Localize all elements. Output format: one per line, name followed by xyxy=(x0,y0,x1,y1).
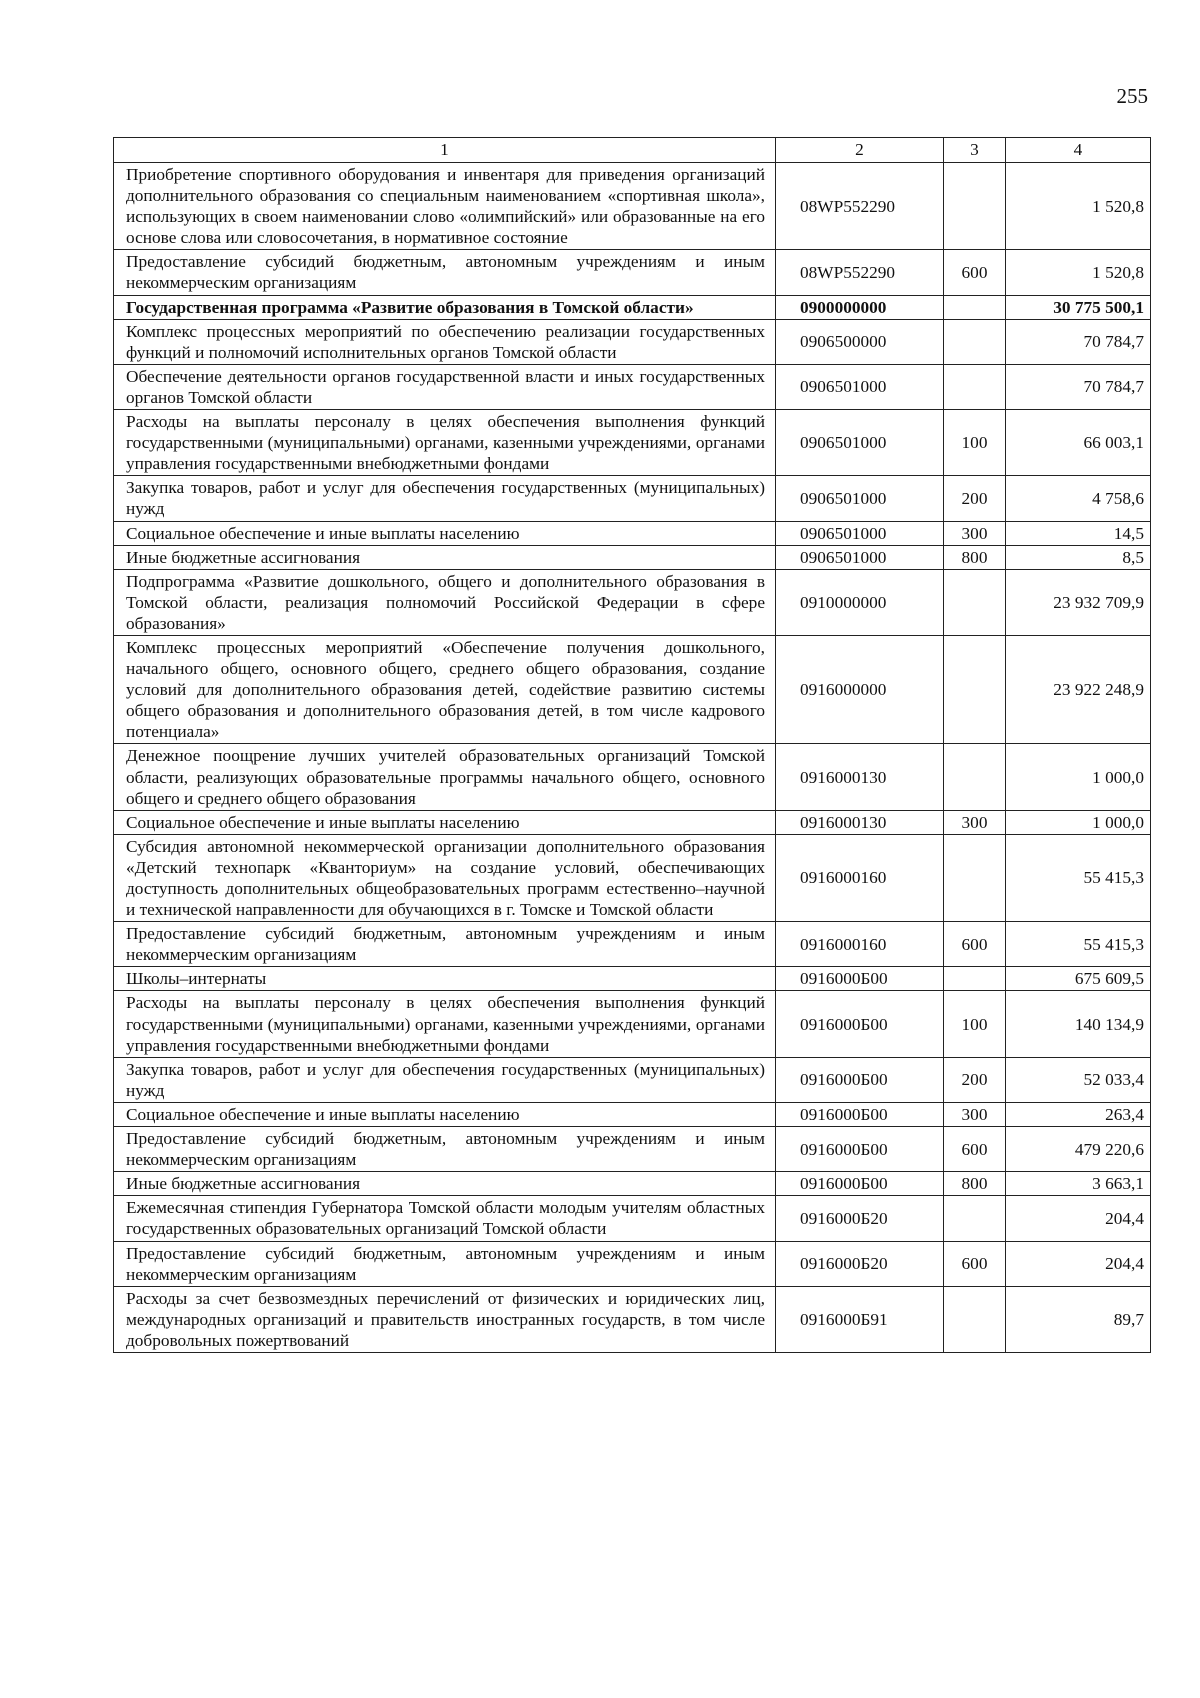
row-code: 0916000Б00 xyxy=(776,1127,944,1172)
row-name: Расходы за счет безвозмездных перечислений от физических и юридических лиц, международных организаций и правительств иностранных государств, в том числе добровольных пожертвований xyxy=(114,1286,776,1352)
table-row xyxy=(114,922,1151,967)
row-code: 0916000Б00 xyxy=(776,991,944,1057)
row-name: Комплекс процессных мероприятий «Обеспечение получения дошкольного, начального общего, основного общего, среднего общего образования, создание условий для дополнительного образования детей, содействие развитию системы общего образования и дополнительного образования детей, в том числе кадрового потенциала» xyxy=(114,635,776,743)
row-name: Закупка товаров, работ и услуг для обеспечения государственных (муниципальных) нужд xyxy=(114,476,776,521)
row-expense-type: 300 xyxy=(944,1102,1006,1126)
row-code: 0916000160 xyxy=(776,834,944,921)
row-expense-type: 600 xyxy=(944,1241,1006,1286)
row-name: Ежемесячная стипендия Губернатора Томской области молодым учителям областных государственных образовательных организаций Томской области xyxy=(114,1196,776,1241)
row-amount: 1 000,0 xyxy=(1006,744,1151,810)
row-code: 0910000000 xyxy=(776,569,944,635)
table-row xyxy=(114,410,1151,476)
row-code: 0900000000 xyxy=(776,295,944,319)
row-expense-type xyxy=(944,635,1006,743)
row-expense-type: 100 xyxy=(944,991,1006,1057)
table-row xyxy=(114,476,1151,521)
row-expense-type: 800 xyxy=(944,1172,1006,1196)
row-amount: 204,4 xyxy=(1006,1241,1151,1286)
row-expense-type xyxy=(944,163,1006,250)
row-code: 0916000Б00 xyxy=(776,1057,944,1102)
table-row xyxy=(114,163,1151,250)
table-row xyxy=(114,744,1151,810)
row-code: 0906501000 xyxy=(776,545,944,569)
row-code: 0916000Б20 xyxy=(776,1241,944,1286)
row-name: Школы–интернаты xyxy=(114,967,776,991)
row-code: 0916000Б00 xyxy=(776,1102,944,1126)
row-expense-type: 300 xyxy=(944,521,1006,545)
row-amount: 70 784,7 xyxy=(1006,319,1151,364)
row-code: 0916000160 xyxy=(776,922,944,967)
table-header-row xyxy=(114,138,1151,163)
row-name: Закупка товаров, работ и услуг для обеспечения государственных (муниципальных) нужд xyxy=(114,1057,776,1102)
table-row xyxy=(114,810,1151,834)
row-name: Иные бюджетные ассигнования xyxy=(114,545,776,569)
row-amount: 66 003,1 xyxy=(1006,410,1151,476)
row-name: Иные бюджетные ассигнования xyxy=(114,1172,776,1196)
table-row xyxy=(114,834,1151,921)
row-name: Государственная программа «Развитие образования в Томской области» xyxy=(114,295,776,319)
row-name: Обеспечение деятельности органов государственной власти и иных государственных органов Томской области xyxy=(114,364,776,409)
row-name: Социальное обеспечение и иные выплаты населению xyxy=(114,810,776,834)
row-code: 0906501000 xyxy=(776,521,944,545)
row-amount: 3 663,1 xyxy=(1006,1172,1151,1196)
row-expense-type: 200 xyxy=(944,476,1006,521)
row-code: 0916000130 xyxy=(776,810,944,834)
row-code: 08WP552290 xyxy=(776,163,944,250)
table-row xyxy=(114,250,1151,295)
row-amount: 140 134,9 xyxy=(1006,991,1151,1057)
row-name: Денежное поощрение лучших учителей образовательных организаций Томской области, реализующих образовательные программы начального общего, основного общего и среднего общего образования xyxy=(114,744,776,810)
header-col-3: 3 xyxy=(944,138,1006,163)
row-code: 0906501000 xyxy=(776,364,944,409)
table-row xyxy=(114,1057,1151,1102)
header-col-1: 1 xyxy=(114,138,776,163)
row-amount: 1 520,8 xyxy=(1006,250,1151,295)
row-amount: 1 520,8 xyxy=(1006,163,1151,250)
row-name: Социальное обеспечение и иные выплаты населению xyxy=(114,521,776,545)
table-row xyxy=(114,1286,1151,1352)
table-row xyxy=(114,1241,1151,1286)
row-expense-type: 200 xyxy=(944,1057,1006,1102)
row-expense-type xyxy=(944,569,1006,635)
table-row xyxy=(114,1172,1151,1196)
row-amount: 14,5 xyxy=(1006,521,1151,545)
row-amount: 52 033,4 xyxy=(1006,1057,1151,1102)
row-code: 0916000000 xyxy=(776,635,944,743)
row-amount: 479 220,6 xyxy=(1006,1127,1151,1172)
table-row xyxy=(114,1196,1151,1241)
table-row xyxy=(114,569,1151,635)
table-row xyxy=(114,319,1151,364)
row-code: 0906500000 xyxy=(776,319,944,364)
row-amount: 89,7 xyxy=(1006,1286,1151,1352)
row-code: 0906501000 xyxy=(776,410,944,476)
row-expense-type xyxy=(944,1286,1006,1352)
row-name: Социальное обеспечение и иные выплаты населению xyxy=(114,1102,776,1126)
row-expense-type xyxy=(944,364,1006,409)
row-name: Подпрограмма «Развитие дошкольного, общего и дополнительного образования в Томской области, реализация полномочий Российской Федерации в сфере образования» xyxy=(114,569,776,635)
row-name: Комплекс процессных мероприятий по обеспечению реализации государственных функций и полномочий исполнительных органов Томской области xyxy=(114,319,776,364)
row-expense-type xyxy=(944,967,1006,991)
budget-table xyxy=(113,137,1151,1353)
row-expense-type xyxy=(944,744,1006,810)
row-amount: 263,4 xyxy=(1006,1102,1151,1126)
table-row xyxy=(114,635,1151,743)
row-code: 0916000Б20 xyxy=(776,1196,944,1241)
table-row xyxy=(114,1102,1151,1126)
row-expense-type xyxy=(944,319,1006,364)
table-body xyxy=(114,163,1151,1353)
row-name: Расходы на выплаты персоналу в целях обеспечения выполнения функций государственными (муниципальными) органами, казенными учреждениями, органами управления государственными внебюджетными фондами xyxy=(114,991,776,1057)
row-code: 0916000Б00 xyxy=(776,967,944,991)
row-name: Предоставление субсидий бюджетным, автономным учреждениям и иным некоммерческим организациям xyxy=(114,1241,776,1286)
row-name: Предоставление субсидий бюджетным, автономным учреждениям и иным некоммерческим организациям xyxy=(114,250,776,295)
row-expense-type: 100 xyxy=(944,410,1006,476)
row-expense-type xyxy=(944,1196,1006,1241)
row-amount: 23 932 709,9 xyxy=(1006,569,1151,635)
row-code: 0916000Б00 xyxy=(776,1172,944,1196)
row-amount: 30 775 500,1 xyxy=(1006,295,1151,319)
page-number: 255 xyxy=(1116,84,1148,108)
row-name: Предоставление субсидий бюджетным, автономным учреждениям и иным некоммерческим организациям xyxy=(114,1127,776,1172)
table-row xyxy=(114,545,1151,569)
row-expense-type: 600 xyxy=(944,922,1006,967)
table-row xyxy=(114,521,1151,545)
row-expense-type xyxy=(944,834,1006,921)
row-expense-type: 600 xyxy=(944,1127,1006,1172)
row-code: 0906501000 xyxy=(776,476,944,521)
table-row xyxy=(114,295,1151,319)
row-name: Приобретение спортивного оборудования и инвентаря для приведения организаций дополнительного образования со специальным наименованием «спортивная школа», использующих в своем наименовании слово «олимпийский» или образованные на его основе слова или словосочетания, в нормативное состояние xyxy=(114,163,776,250)
row-amount: 1 000,0 xyxy=(1006,810,1151,834)
table-row xyxy=(114,991,1151,1057)
row-amount: 55 415,3 xyxy=(1006,834,1151,921)
row-code: 0916000130 xyxy=(776,744,944,810)
header-col-4: 4 xyxy=(1006,138,1151,163)
row-amount: 204,4 xyxy=(1006,1196,1151,1241)
row-amount: 8,5 xyxy=(1006,545,1151,569)
row-code: 0916000Б91 xyxy=(776,1286,944,1352)
row-amount: 70 784,7 xyxy=(1006,364,1151,409)
row-amount: 23 922 248,9 xyxy=(1006,635,1151,743)
table-row xyxy=(114,364,1151,409)
row-expense-type: 800 xyxy=(944,545,1006,569)
row-expense-type xyxy=(944,295,1006,319)
row-expense-type: 300 xyxy=(944,810,1006,834)
row-code: 08WP552290 xyxy=(776,250,944,295)
table-row xyxy=(114,1127,1151,1172)
row-name: Расходы на выплаты персоналу в целях обеспечения выполнения функций государственными (муниципальными) органами, казенными учреждениями, органами управления государственными внебюджетными фондами xyxy=(114,410,776,476)
row-amount: 55 415,3 xyxy=(1006,922,1151,967)
row-amount: 675 609,5 xyxy=(1006,967,1151,991)
row-amount: 4 758,6 xyxy=(1006,476,1151,521)
row-name: Субсидия автономной некоммерческой организации дополнительного образования «Детский технопарк «Кванториум» на создание условий, обеспечивающих доступность дополнительных общеобразовательных программ естественно–научной и технической направленности для обучающихся в г. Томске и Томской области xyxy=(114,834,776,921)
table-row xyxy=(114,967,1151,991)
header-col-2: 2 xyxy=(776,138,944,163)
row-expense-type: 600 xyxy=(944,250,1006,295)
row-name: Предоставление субсидий бюджетным, автономным учреждениям и иным некоммерческим организациям xyxy=(114,922,776,967)
